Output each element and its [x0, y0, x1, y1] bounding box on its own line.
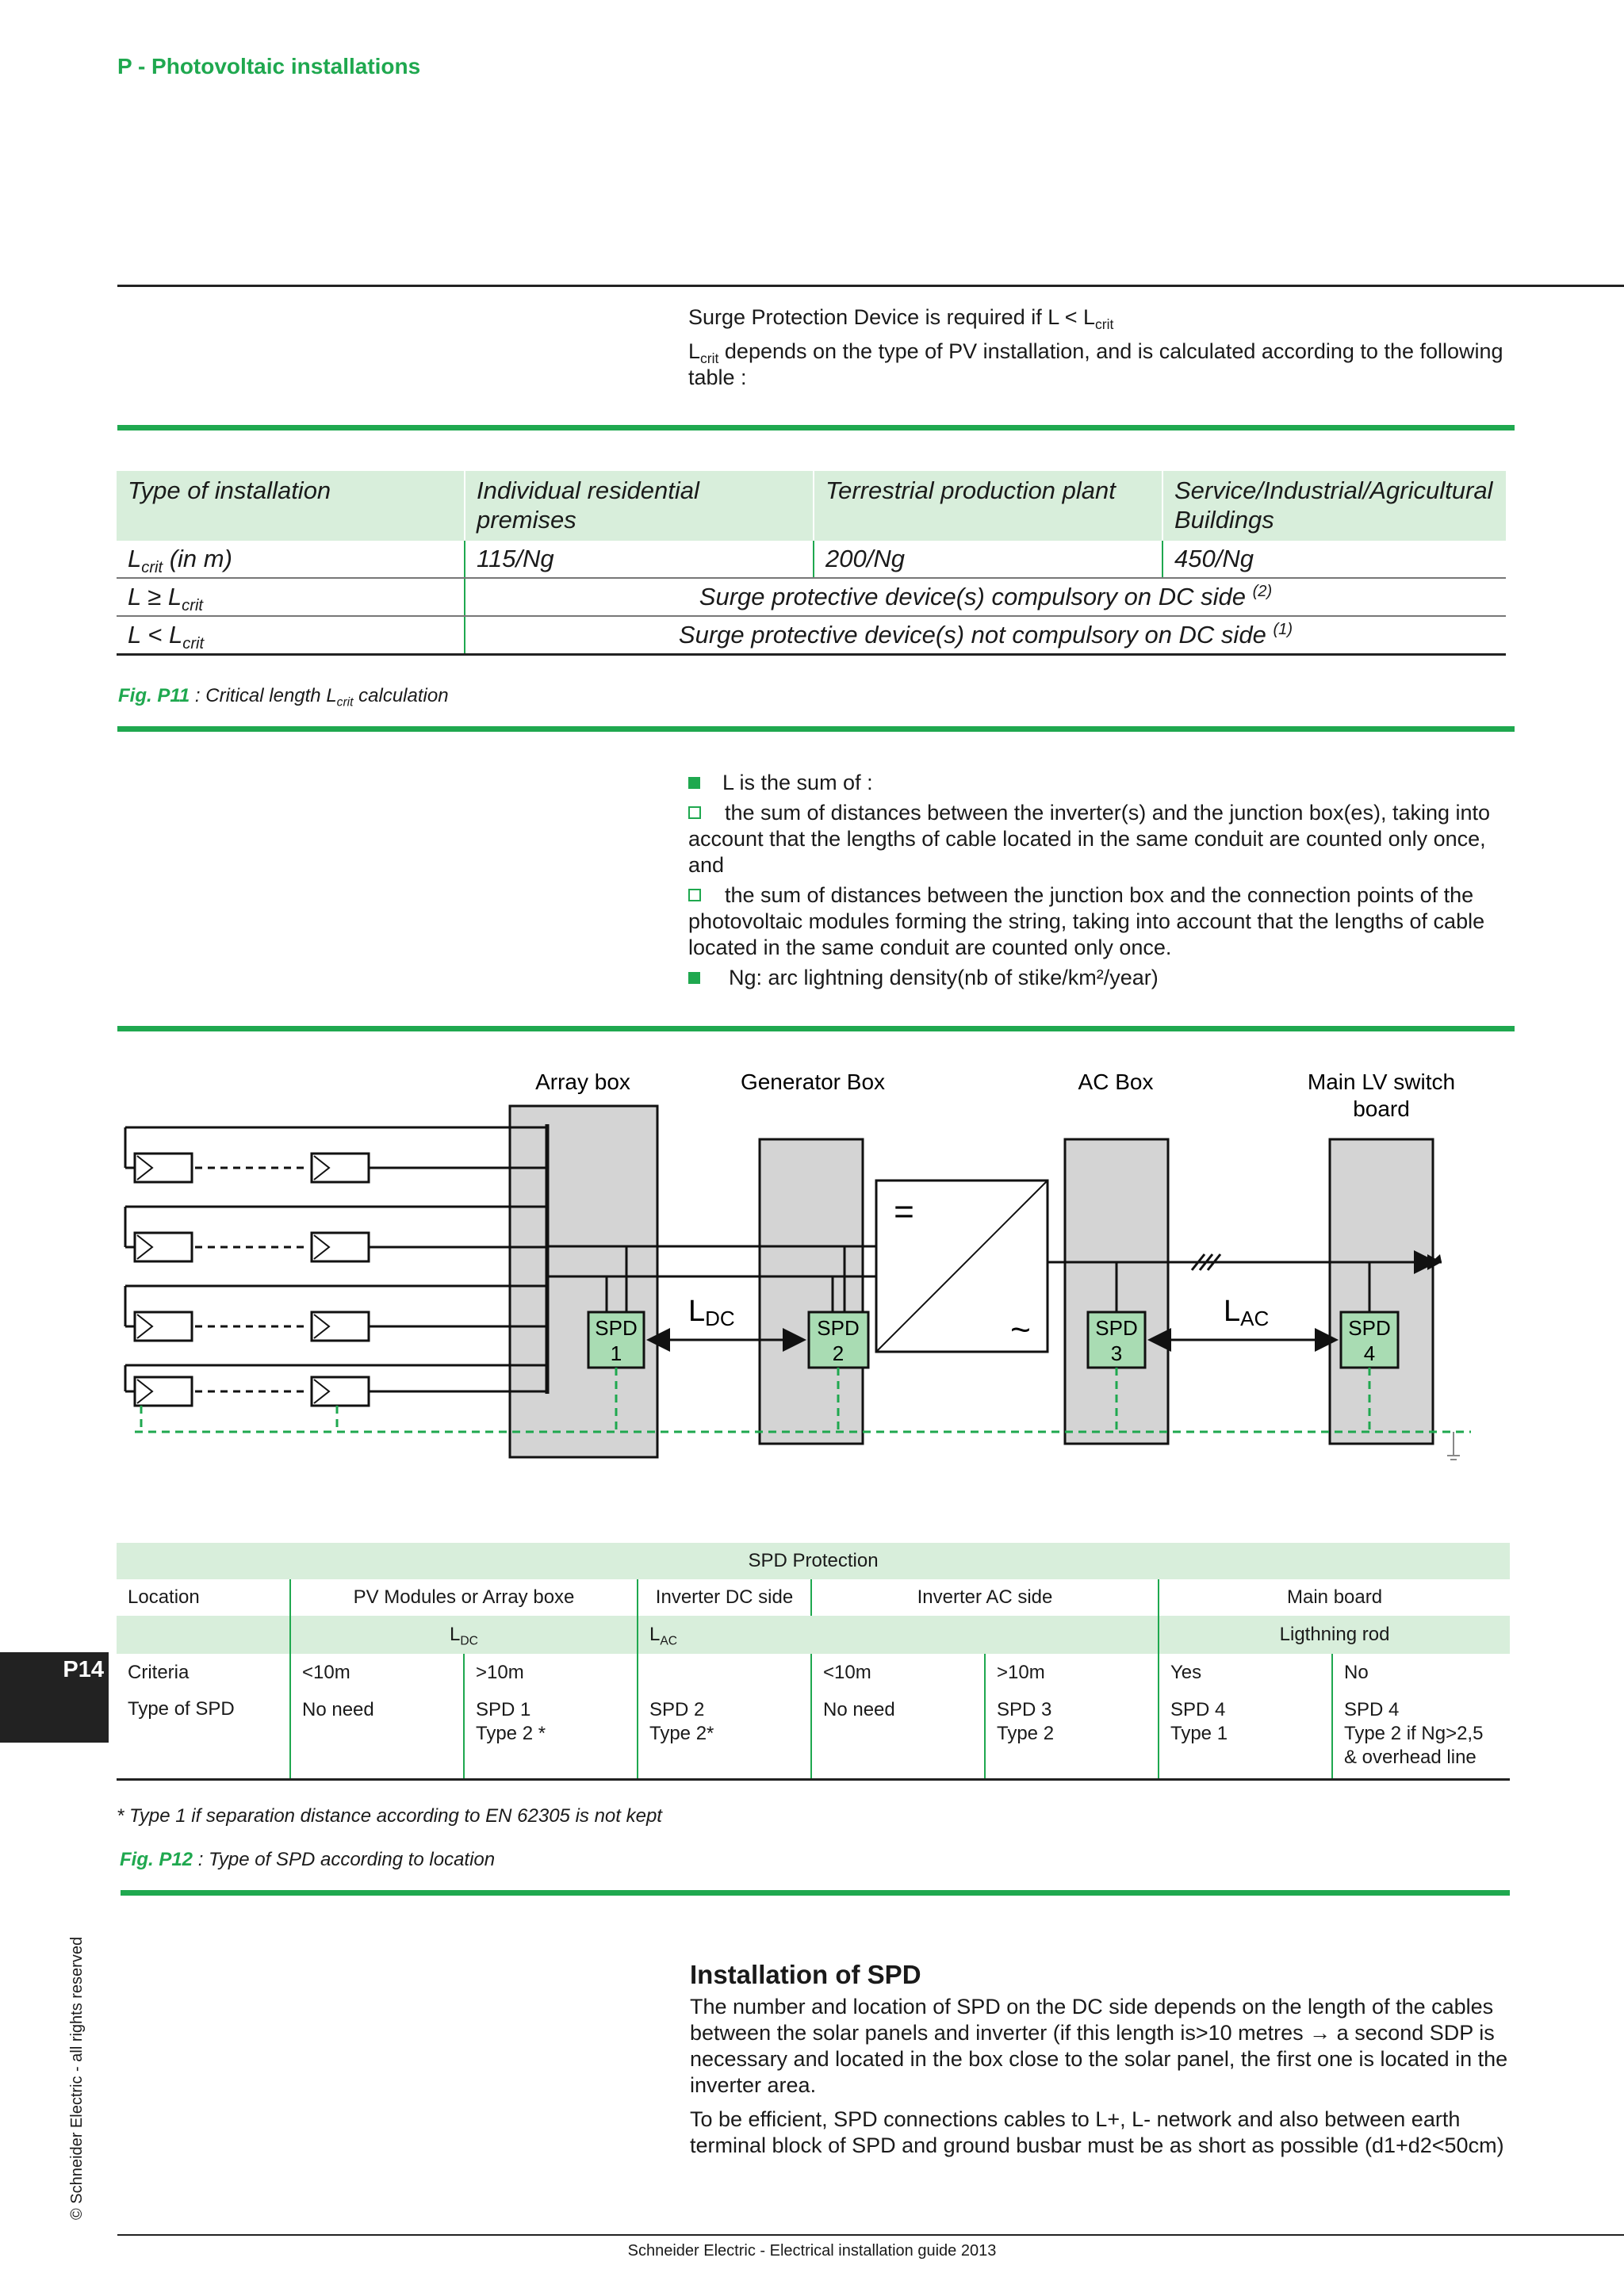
ac-symbol: ~	[1010, 1311, 1031, 1349]
table-row	[117, 1654, 1510, 1692]
table-cell	[638, 1654, 811, 1692]
filled-square-bullet-icon	[688, 777, 700, 789]
open-square-bullet-icon	[688, 806, 701, 819]
ground-icon	[1447, 1432, 1460, 1460]
running-head: P - Photovoltaic installations	[117, 54, 421, 78]
table-cell: Main board	[1159, 1579, 1510, 1616]
footer: Schneider Electric - Electrical installation guide 2013	[627, 2242, 997, 2260]
table-cell: SPD 4 Type 2 if Ng>2,5 & overhead line	[1332, 1692, 1510, 1779]
table-cell: <10m	[811, 1654, 985, 1692]
filled-square-bullet-icon	[688, 972, 700, 984]
open-square-bullet-icon	[688, 889, 701, 901]
copyright: © Schneider Electric - all rights reserved	[68, 1936, 86, 2220]
spd-3	[1088, 1312, 1145, 1368]
spd-location-table	[117, 1543, 1510, 1781]
svg-text:4: 4	[1363, 1341, 1376, 1365]
header-cell: Service/Industrial/Agricultural Buildings	[1162, 471, 1506, 541]
table-cell: No need	[811, 1692, 985, 1779]
header-cell: Individual residential premises	[465, 471, 814, 541]
table-cell: No need	[290, 1692, 464, 1779]
table-cell: Surge protective device(s) not compulsory on DC side $^{(1)}$	[465, 616, 1506, 655]
table-cell: 450/Ng	[1162, 541, 1506, 578]
main-lv-label-line2: board	[1353, 1096, 1410, 1121]
section-title: Installation of SPD	[690, 1960, 921, 1989]
lcrit-table	[117, 471, 1506, 656]
page-number-tab: P14	[0, 1652, 109, 1743]
green-rule-3	[117, 1026, 1515, 1031]
list-item: the sum of distances between the inverter(s) and the junction box(es), taking into account that the lengths of cable located in the same conduit are counted only once, and	[688, 801, 1491, 877]
ac-box-label: AC Box	[1078, 1070, 1154, 1094]
table-cell: SPD 3 Type 2	[985, 1692, 1159, 1779]
table-cell: Inverter AC side	[811, 1579, 1159, 1616]
row-label: $L \ge L_{crit}$	[117, 578, 465, 616]
table-cell: PV Modules or Array boxe	[290, 1579, 638, 1616]
spd-4	[1341, 1312, 1398, 1368]
main-lv-board	[1330, 1139, 1433, 1444]
green-rule-4	[121, 1890, 1510, 1896]
table-cell: Inverter DC side	[638, 1579, 811, 1616]
table-title: SPD Protection	[117, 1543, 1510, 1579]
intro-line-1: Surge Protection Device is required if $L < L_{crit}$	[688, 305, 1114, 333]
table-row	[117, 1692, 1510, 1779]
table-cell: SPD 2 Type 2*	[638, 1692, 811, 1779]
table-cell: >10m	[985, 1654, 1159, 1692]
main-lv-label-line1: Main LV switch	[1307, 1070, 1456, 1094]
fig-p12-caption: Fig. P12 : Type of SPD according to location	[120, 1849, 496, 1870]
dc-symbol: =	[894, 1192, 914, 1231]
list-item: L is the sum of :	[688, 770, 1513, 796]
row-label: Type of SPD	[128, 1698, 235, 1720]
installation-section	[690, 1961, 1515, 2167]
row-label: Location	[128, 1586, 200, 1608]
svg-text:SPD: SPD	[817, 1316, 860, 1340]
lac-label: LAC	[1224, 1295, 1270, 1330]
table-cell: SPD 4 Type 1	[1159, 1692, 1332, 1779]
lcrit-table-header	[117, 471, 1506, 541]
list-item: the sum of distances between the junction box and the connection points of the photovoltaic modules forming the string, taking into account that the lengths of cable located in the same conduit are counted only once.	[688, 883, 1485, 959]
svg-text:3: 3	[1110, 1341, 1123, 1365]
svg-text:SPD: SPD	[1095, 1316, 1138, 1340]
table-cell: 115/Ng	[465, 541, 814, 578]
ge-lcrit-row	[117, 578, 1506, 616]
table-cell	[117, 1616, 290, 1654]
green-rule-2	[117, 726, 1515, 732]
row-label: Criteria	[128, 1662, 190, 1683]
table-cell: 200/Ng	[814, 541, 1162, 578]
table-row	[117, 1616, 1510, 1654]
footer-rule	[117, 2234, 1624, 2236]
array-box	[510, 1106, 657, 1457]
ldc-label: LDC	[688, 1295, 735, 1330]
footnote: * Type 1 if separation distance according to EN 62305 is not kept	[117, 1805, 662, 1827]
header-cell: Terrestrial production plant	[814, 471, 1162, 541]
bullet-list	[688, 770, 1513, 995]
table-cell: Surge protective device(s) compulsory on DC side $^{(2)}$	[465, 578, 1506, 616]
table-cell: SPD 1 Type 2 *	[464, 1692, 638, 1779]
table-cell: $L_{DC}$	[290, 1616, 638, 1654]
intro-text	[688, 304, 1513, 399]
generator-box-label: Generator Box	[740, 1070, 886, 1094]
table-cell: No	[1332, 1654, 1510, 1692]
pv-module-icons	[135, 1154, 369, 1406]
top-rule	[117, 285, 1624, 287]
header-cell: Type of installation	[117, 471, 465, 541]
paragraph: To be efficient, SPD connections cables to L+, L- network and also between earth terminal block of SPD and ground busbar must be as short as possible (d1+d2<50cm)	[690, 2107, 1504, 2157]
paragraph: The number and location of SPD on the DC side depends on the length of the cables between the solar panels and inverter (if this length is>10 metres → a second SDP is necessary and located in the box close to the solar panel, the first one is located in the inverter area.	[690, 1995, 1508, 2097]
lcrit-row	[117, 541, 1506, 578]
green-rule-1	[117, 425, 1515, 430]
lt-lcrit-row	[117, 616, 1506, 655]
table-cell: Yes	[1159, 1654, 1332, 1692]
spd-1	[588, 1312, 644, 1368]
list-item: Ng: arc lightning density(nb of stike/km²/year)	[688, 965, 1513, 991]
table-row	[117, 1579, 1510, 1616]
table-cell: Ligthning rod	[1159, 1616, 1510, 1654]
svg-text:SPD: SPD	[1348, 1316, 1391, 1340]
svg-text:SPD: SPD	[595, 1316, 638, 1340]
svg-text:2: 2	[832, 1341, 845, 1365]
array-box-label: Array box	[535, 1070, 630, 1094]
spd-2	[809, 1312, 868, 1368]
generator-box	[760, 1139, 863, 1444]
row-label: $L < L_{crit}$	[117, 616, 465, 655]
table-cell: $L_{AC}$	[638, 1616, 1159, 1654]
table-cell: <10m	[290, 1654, 464, 1692]
pv-spd-diagram	[111, 1054, 1522, 1475]
svg-text:1: 1	[610, 1341, 622, 1365]
table-cell: >10m	[464, 1654, 638, 1692]
fig-p11-caption: Fig. P11 : Critical length $L_{crit}$ calculation	[118, 685, 449, 710]
row-label: $L_{crit}$ (in m)	[117, 541, 465, 578]
intro-line-2: $L_{crit}$ depends on the type of PV installation, and is calculated according to the following table :	[688, 339, 1503, 389]
table-row	[117, 1543, 1510, 1579]
